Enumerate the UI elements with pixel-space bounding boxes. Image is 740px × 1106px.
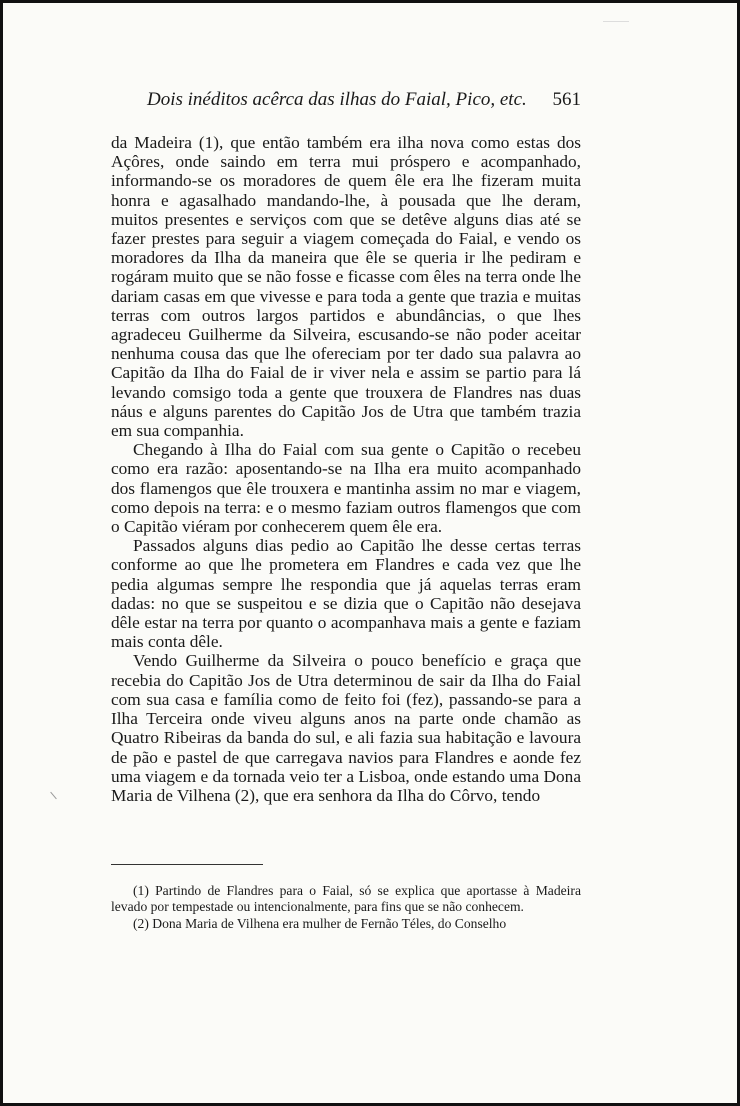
scan-speck [603, 21, 629, 22]
paragraph-2: Chegando à Ilha do Faial com sua gente o Capitão o recebeu como era razão: aposentando-se na Ilha era muito acompanhado dos flamengos que êle trouxera e mantinha assim no mar e viagem, como depois na terra: e o mesmo faziam outros flamengos que com o Capitão viéram por conhecerem quem êle era. [111, 440, 581, 537]
footnote-2: (2) Dona Maria de Vilhena era mulher de Fernão Téles, do Conselho [133, 916, 507, 931]
running-header [111, 89, 581, 115]
footnotes [111, 883, 581, 933]
main-text [111, 133, 581, 805]
footnote-separator [111, 864, 263, 865]
paragraph-4: Vendo Guilherme da Silveira o pouco benefício e graça que recebia do Capitão Jos de Utra determinou de sair da Ilha do Faial com sua casa e família como de feito foi (fez), passando-se para a Ilha Terceira onde viveu alguns anos na parte onde chamão as Quatro Ribeiras da banda do sul, e ali fazia sua habitação e lavoura de pão e pastel de que carregava navios para Flandres e aonde fez uma viagem e da tornada veio ter a Lisboa, onde estando uma Dona Maria de Vilhena (2), que era senhora da Ilha do Côrvo, tendo [111, 651, 581, 805]
running-title: Dois inéditos acêrca das ilhas do Faial, Pico, etc. [147, 89, 527, 110]
footnote-1: (1) Partindo de Flandres para o Faial, só se explica que aportasse à Madeira levado por tempestade ou intencionalmente, para fins que se não conhecem. [111, 883, 581, 914]
page-number: 561 [552, 89, 581, 110]
paragraph-1: da Madeira (1), que então também era ilha nova como estas dos Açôres, onde saindo em terra mui próspero e acompanhado, informando-se os moradores de quem êle era lhe fizeram muita honra e agasalhado mandando-lhe, à pousada que lhe deram, muitos presentes e serviços com que se detêve alguns dias até se fazer prestes para seguir a viagem começada do Faial, e vendo os moradores da Ilha da maneira que êle se queria ir lhe pediram e rogáram muito que se não fosse e ficasse com êles na terra onde lhe dariam casas em que vivesse e para toda a gente que trazia e muitas terras com outros largos partidos e abundâncias, o que lhes agradeceu Guilherme da Silveira, escusando-se não poder aceitar nenhuma cousa das que lhe ofereciam por ter dado sua palavra ao Capitão da Ilha do Faial de ir viver nela e assim se partio para lá levando comsigo toda a gente que trouxera de Flandres nas duas náus e alguns parentes do Capitão Jos de Utra que também trazia em sua companhia. [111, 133, 581, 441]
scan-speck [50, 792, 57, 800]
paragraph-3: Passados alguns dias pedio ao Capitão lhe desse certas terras conforme ao que lhe prometera em Flandres e cada vez que lhe pedia algumas sempre lhe respondia que já aquelas terras eram dadas: no que se suspeitou e se dizia que o Capitão não desejava dêle estar na terra por quanto o acompanhava mais a gente e faziam mais conta dêle. [111, 536, 581, 652]
